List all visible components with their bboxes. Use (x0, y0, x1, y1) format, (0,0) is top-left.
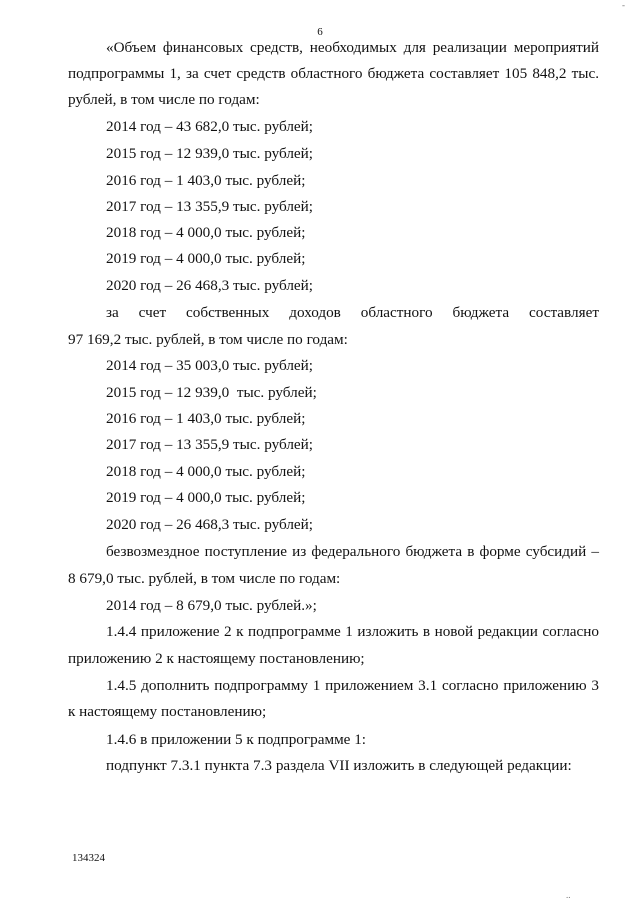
text-line: 2015 год – 12 939,0 тыс. рублей; (106, 384, 317, 401)
text-line: безвозмездное поступление из федерального бюджета в форме субсидий – (106, 543, 599, 560)
text-line: 2015 год – 12 939,0 тыс. рублей; (106, 145, 314, 162)
word: составляет (529, 304, 599, 321)
text-line: 2019 год – 4 000,0 тыс. рублей; (106, 250, 306, 267)
text-line: 2016 год – 1 403,0 тыс. рублей; (106, 410, 306, 427)
word: бюджета (452, 304, 510, 321)
text-line: 2018 год – 4 000,0 тыс. рублей; (106, 463, 306, 480)
word: собственных (186, 304, 270, 321)
text-line: 2020 год – 26 468,3 тыс. рублей; (106, 516, 314, 533)
text-line-justified (106, 304, 599, 322)
word: за (106, 304, 119, 321)
text-line: 2019 год – 4 000,0 тыс. рублей; (106, 489, 306, 506)
text-line: 1.4.5 дополнить подпрограмму 1 приложением 3.1 согласно приложению 3 (106, 677, 599, 694)
text-line: к настоящему постановлению; (68, 703, 267, 720)
text-line: 2014 год – 8 679,0 тыс. рублей.»; (106, 597, 317, 614)
text-line: 1.4.6 в приложении 5 к подпрограмме 1: (106, 731, 367, 748)
text-line: 1.4.4 приложение 2 к подпрограмме 1 изложить в новой редакции согласно (106, 623, 599, 640)
document-code: 134324 (72, 852, 105, 864)
word: счет (138, 304, 167, 321)
page-number: 6 (317, 26, 323, 38)
text-line: 2020 год – 26 468,3 тыс. рублей; (106, 277, 314, 294)
text-line: 2016 год – 1 403,0 тыс. рублей; (106, 172, 306, 189)
text-line: 2018 год – 4 000,0 тыс. рублей; (106, 224, 306, 241)
text-line: рублей, в том числе по годам: (68, 91, 260, 108)
text-line: подпрограммы 1, за счет средств областного бюджета составляет 105 848,2 тыс. (68, 65, 599, 82)
text-line: 2014 год – 35 003,0 тыс. рублей; (106, 357, 314, 374)
corner-mark: - (622, 0, 625, 10)
word: доходов (289, 304, 341, 321)
text-line: 2017 год – 13 355,9 тыс. рублей; (106, 198, 314, 215)
text-line: 97 169,2 тыс. рублей, в том числе по годам: (68, 331, 348, 348)
text-line: «Объем финансовых средств, необходимых для реализации мероприятий (106, 39, 599, 56)
text-line: приложению 2 к настоящему постановлению; (68, 650, 365, 667)
text-line: 8 679,0 тыс. рублей, в том числе по годам: (68, 570, 341, 587)
text-line: 2017 год – 13 355,9 тыс. рублей; (106, 436, 314, 453)
bottom-mark: .. (566, 890, 571, 900)
text-line: подпункт 7.3.1 пункта 7.3 раздела VII изложить в следующей редакции: (106, 757, 572, 774)
word: областного (360, 304, 433, 321)
text-line: 2014 год – 43 682,0 тыс. рублей; (106, 118, 314, 135)
